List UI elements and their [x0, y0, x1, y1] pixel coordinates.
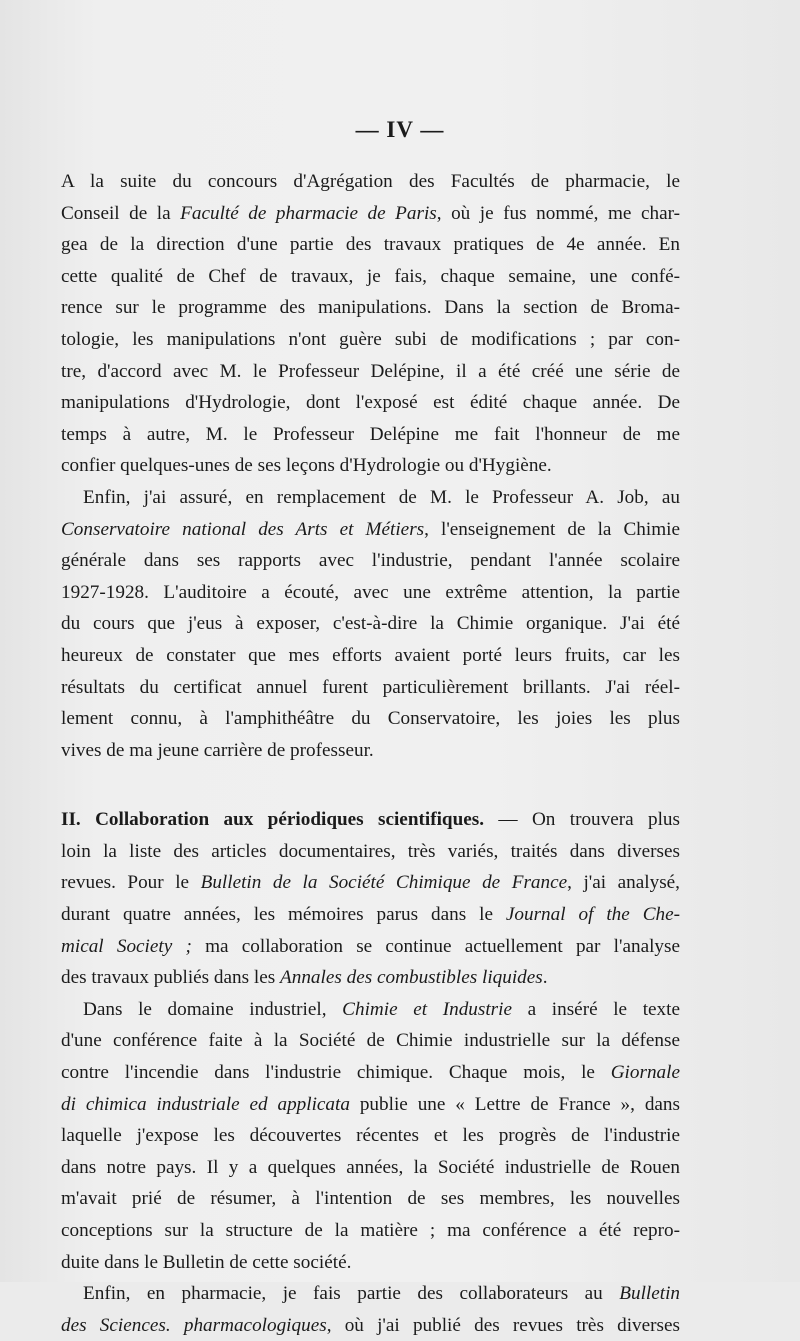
text-line [61, 324, 680, 356]
text-line [61, 703, 680, 735]
paragraph-agregation [61, 166, 680, 482]
text-line [61, 514, 680, 546]
text-run: vives de ma jeune carrière de professeur. [61, 739, 374, 761]
text-run: Dans le domaine industriel, [83, 998, 343, 1020]
text-run: a inséré le texte [512, 998, 680, 1020]
italic-title: Journal of the Che- [505, 904, 681, 926]
text-run: manipulations d'Hydrologie, dont l'exposé est édité chaque année. De [61, 392, 680, 414]
text-line [61, 931, 680, 963]
text-run: revues. Pour le [61, 872, 201, 894]
text-line [61, 166, 680, 198]
text-line [61, 1215, 680, 1247]
italic-title: mical Society ; [61, 935, 192, 957]
section-title: II. Collaboration aux périodiques scientifiques. [61, 809, 485, 831]
italic-title: di chimica industriale ed applicata [61, 1093, 350, 1115]
text-line [61, 198, 680, 230]
text-line [61, 1057, 680, 1089]
text-run: . [542, 967, 548, 989]
text-line [61, 229, 680, 261]
text-line [61, 994, 680, 1026]
italic-title: Chimie et Industrie [342, 998, 512, 1020]
text-line [61, 1247, 680, 1279]
text-line [61, 1120, 680, 1152]
paragraph-domaine-industriel [61, 994, 680, 1278]
text-line [61, 356, 680, 388]
text-run: rence sur le programme des manipulations. Dans la section de Broma- [61, 297, 680, 319]
text-run: générale dans ses rapports avec l'industrie, pendant l'année scolaire [61, 550, 680, 572]
italic-title: Annales des combustibles liquides [280, 967, 543, 989]
italic-title: Bulletin [619, 1283, 680, 1305]
text-run: d'une conférence faite à la Société de Chimie industrielle sur la défense [61, 1030, 680, 1052]
text-run: tre, d'accord avec M. le Professeur Delépine, il a été créé une série de [61, 360, 680, 382]
text-line [61, 735, 680, 767]
italic-title: des Sciences. pharmacologiques [61, 1314, 327, 1336]
text-run: dans notre pays. Il y a quelques années, la Société industrielle de Rouen [61, 1156, 680, 1178]
text-line [61, 545, 680, 577]
text-line [61, 387, 680, 419]
paragraph-collaboration-periodiques [61, 804, 680, 994]
text-run: , où j'ai publié des revues très diverses [326, 1314, 680, 1336]
text-run: gea de la direction d'une partie des travaux pratiques de 4e année. En [61, 234, 680, 256]
text-run: laquelle j'expose les découvertes récentes et les progrès de l'industrie [61, 1125, 680, 1147]
italic-title: Faculté de pharmacie de Paris [180, 202, 437, 224]
text-line [61, 1152, 680, 1184]
text-line [61, 450, 680, 482]
text-run: Conseil de la [61, 202, 181, 224]
text-line [61, 962, 680, 994]
text-line [61, 577, 680, 609]
text-line [61, 1183, 680, 1215]
text-line [61, 482, 680, 514]
text-run: , l'enseignement de la Chimie [424, 518, 680, 540]
text-line [61, 672, 680, 704]
text-run: des travaux publiés dans les [61, 967, 281, 989]
text-run: temps à autre, M. le Professeur Delépine me fait l'honneur de me [61, 423, 680, 445]
text-run: conceptions sur la structure de la matière ; ma conférence a été repro- [61, 1220, 680, 1241]
text-run: duite dans le Bulletin de cette société. [61, 1251, 352, 1273]
text-run: loin la liste des articles documentaires, très variés, traités dans diverses [61, 840, 680, 862]
text-run: résultats du certificat annuel furent particulièrement brillants. J'ai réel- [61, 676, 680, 698]
text-run: contre l'incendie dans l'industrie chimique. Chaque mois, le [61, 1062, 611, 1084]
text-run: A la suite du concours d'Agrégation des Facultés de pharmacie, le [61, 171, 680, 192]
text-run: ma collaboration se continue actuellement par l'analyse [191, 935, 680, 957]
text-line [61, 640, 680, 672]
text-run: , j'ai analysé, [567, 872, 680, 894]
text-line [61, 292, 680, 324]
page-number: — IV — [355, 117, 445, 142]
text-run: heureux de constater que mes efforts avaient porté leurs fruits, car les [61, 644, 680, 666]
text-run: cette qualité de Chef de travaux, je fais, chaque semaine, une confé- [61, 265, 680, 287]
italic-title: Bulletin de la Société Chimique de France [200, 872, 568, 894]
text-line [61, 261, 680, 293]
paragraph-pharmacie [61, 1278, 680, 1341]
text-run: lement connu, à l'amphithéâtre du Conservatoire, les joies les plus [61, 708, 680, 730]
text-line [61, 836, 680, 868]
text-run: , où je fus nommé, me char- [436, 202, 680, 224]
italic-title: Conservatoire national des Arts et Métiers [61, 518, 425, 540]
text-line [61, 608, 680, 640]
text-run: — On trouvera plus [484, 809, 680, 831]
text-line [61, 804, 680, 836]
text-run: publie une « Lettre de France », dans [349, 1093, 680, 1115]
section-spacer [61, 766, 680, 804]
text-line [61, 899, 680, 931]
text-run: Enfin, en pharmacie, je fais partie des collaborateurs au [83, 1283, 620, 1305]
text-line [61, 1089, 680, 1121]
paragraph-conservatoire [61, 482, 680, 766]
text-run: durant quatre années, les mémoires parus dans le [61, 904, 506, 926]
text-run: confier quelques-unes de ses leçons d'Hydrologie ou d'Hygiène. [61, 455, 552, 477]
body-text [61, 166, 680, 1341]
text-run: Enfin, j'ai assuré, en remplacement de M. le Professeur A. Job, au [83, 486, 680, 508]
text-run: 1927-1928. L'auditoire a écouté, avec une extrême attention, la partie [61, 581, 680, 603]
text-line [61, 1310, 680, 1341]
italic-title: Giornale [610, 1062, 680, 1084]
text-line [61, 1025, 680, 1057]
text-run: m'avait prié de résumer, à l'intention de ses membres, les nouvelles [61, 1188, 680, 1210]
text-line [61, 419, 680, 451]
text-line [61, 867, 680, 899]
text-run: tologie, les manipulations n'ont guère subi de modifications ; par con- [61, 328, 680, 350]
text-run: du cours que j'eus à exposer, c'est-à-dire la Chimie organique. J'ai été [61, 613, 680, 635]
text-line [61, 1278, 680, 1310]
